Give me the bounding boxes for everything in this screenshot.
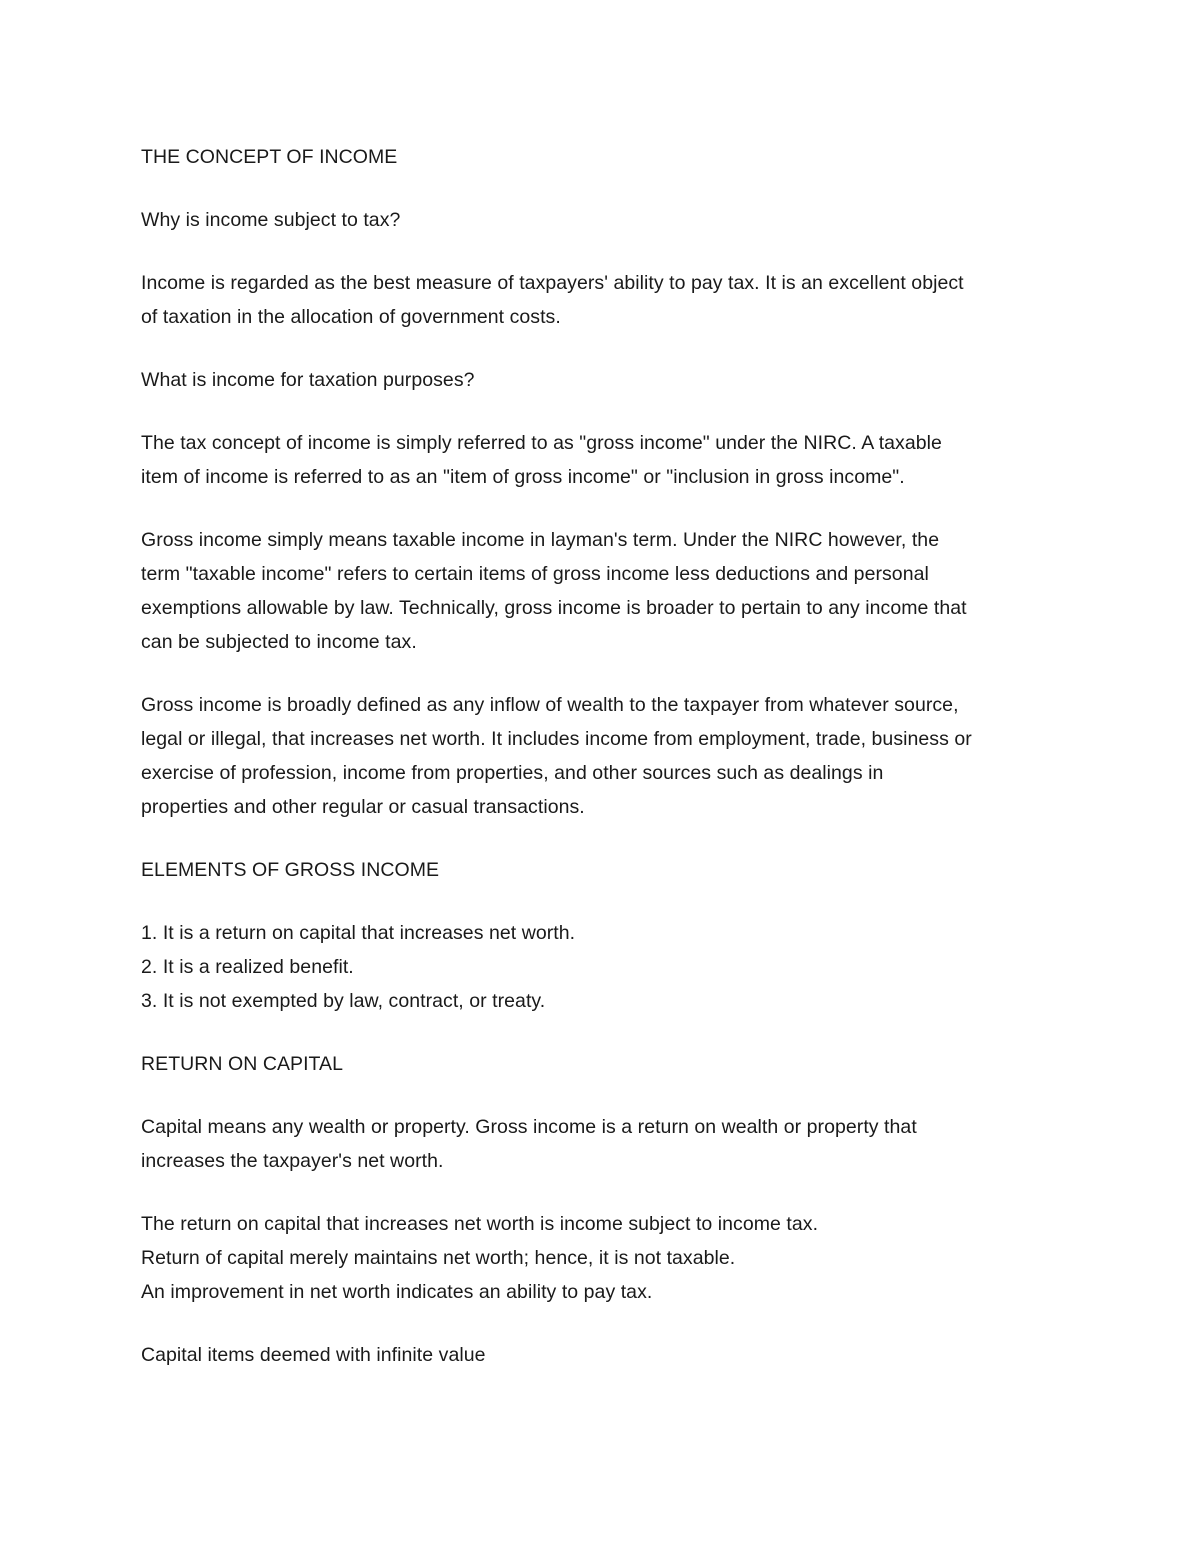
paragraph-capital-meaning: Capital means any wealth or property. Gross income is a return on wealth or property that increases the taxpayer's net worth.: [141, 1116, 917, 1172]
paragraph-gross-income-concept: The tax concept of income is simply referred to as "gross income" under the NIRC. A taxable item of income is referred to as an "item of gross income" or "inclusion in gross income".: [141, 432, 942, 488]
heading-return-on-capital: RETURN ON CAPITAL: [141, 1053, 344, 1075]
document-body: [141, 140, 1071, 1401]
paragraph-taxable-income: Gross income simply means taxable income in layman's term. Under the NIRC however, the term "taxable income" refers to certain items of gross income less deductions and personal exemptions allowable by law. Technically, gross income is broader to pertain to any income that can be subjected to income tax.: [141, 529, 967, 653]
elements-list: [141, 916, 1071, 1018]
paragraph-return-on-capital: The return on capital that increases net worth is income subject to income tax. Return of capital merely maintains net worth; hence, it is not taxable. An improvement in net worth indicates an ability to pay tax.: [141, 1213, 819, 1303]
paragraph-gross-income-definition: Gross income is broadly defined as any inflow of wealth to the taxpayer from whatever source, legal or illegal, that increases net worth. It includes income from employment, trade, business or exercise of profession, income from properties, and other sources such as dealings in properties and other regular or casual transactions.: [141, 694, 972, 818]
document-title: THE CONCEPT OF INCOME: [141, 146, 398, 168]
paragraph-infinite-value: Capital items deemed with infinite value: [141, 1344, 486, 1366]
paragraph-income-measure: Income is regarded as the best measure of taxpayers' ability to pay tax. It is an excellent object of taxation in the allocation of government costs.: [141, 272, 964, 328]
question-why-income-taxed: Why is income subject to tax?: [141, 209, 401, 231]
list-item: 1. It is a return on capital that increases net worth.: [141, 922, 576, 944]
question-what-is-income: What is income for taxation purposes?: [141, 369, 475, 391]
heading-elements: ELEMENTS OF GROSS INCOME: [141, 859, 440, 881]
list-item: 3. It is not exempted by law, contract, or treaty.: [141, 990, 546, 1012]
list-item: 2. It is a realized benefit.: [141, 956, 354, 978]
